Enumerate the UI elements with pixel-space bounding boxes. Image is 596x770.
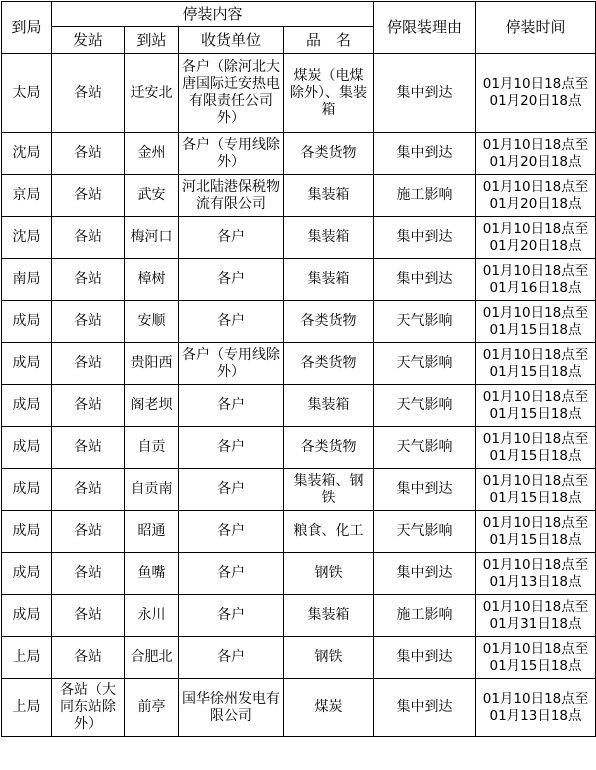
from-station-cell: 各站 <box>52 553 125 595</box>
time-end: 01月31日18点 <box>489 615 582 632</box>
from-station-cell: 各站（大同东站除外） <box>52 679 125 737</box>
from-station-cell: 各站 <box>52 259 125 301</box>
goods-cell: 煤炭（电煤除外）、集装箱 <box>284 54 374 133</box>
reason-cell: 集中到达 <box>374 259 476 301</box>
goods-cell: 集装箱、钢铁 <box>284 469 374 511</box>
table-row <box>2 175 596 217</box>
to-station-cell: 鱼嘴 <box>125 553 179 595</box>
bureau-cell: 成局 <box>2 301 52 343</box>
table-row <box>2 259 596 301</box>
reason-cell: 集中到达 <box>374 637 476 679</box>
table-row <box>2 301 596 343</box>
consignee-cell: 各户 <box>179 553 284 595</box>
consignee-cell: 国华徐州发电有限公司 <box>179 679 284 737</box>
goods-cell: 集装箱 <box>284 595 374 637</box>
goods-cell: 各类货物 <box>284 343 374 385</box>
reason-cell: 集中到达 <box>374 133 476 175</box>
goods-cell: 各类货物 <box>284 427 374 469</box>
time-start: 01月10日18点至 <box>482 430 589 447</box>
consignee-cell: 河北陆港保税物流有限公司 <box>179 175 284 217</box>
time-cell <box>476 133 596 175</box>
reason-cell: 施工影响 <box>374 595 476 637</box>
time-start: 01月10日18点至 <box>482 136 589 153</box>
bureau-cell: 上局 <box>2 679 52 737</box>
bureau-cell: 沈局 <box>2 133 52 175</box>
consignee-cell: 各户 <box>179 595 284 637</box>
bureau-cell: 成局 <box>2 511 52 553</box>
table-row <box>2 553 596 595</box>
goods-cell: 钢铁 <box>284 637 374 679</box>
bureau-cell: 沈局 <box>2 217 52 259</box>
to-station-cell: 贵阳西 <box>125 343 179 385</box>
goods-cell: 集装箱 <box>284 175 374 217</box>
time-start: 01月10日18点至 <box>482 514 589 531</box>
to-station-cell: 金州 <box>125 133 179 175</box>
to-station-cell: 合肥北 <box>125 637 179 679</box>
reason-cell: 天气影响 <box>374 301 476 343</box>
time-end: 01月16日18点 <box>489 279 582 296</box>
bureau-cell: 京局 <box>2 175 52 217</box>
time-start: 01月10日18点至 <box>482 690 589 707</box>
to-station-cell: 樟树 <box>125 259 179 301</box>
table-row <box>2 343 596 385</box>
table-row <box>2 54 596 133</box>
bureau-cell: 成局 <box>2 343 52 385</box>
time-cell <box>476 511 596 553</box>
time-cell <box>476 469 596 511</box>
reason-cell: 集中到达 <box>374 553 476 595</box>
reason-cell: 集中到达 <box>374 217 476 259</box>
time-cell <box>476 679 596 737</box>
goods-cell: 集装箱 <box>284 217 374 259</box>
reason-cell: 天气影响 <box>374 343 476 385</box>
reason-cell: 天气影响 <box>374 427 476 469</box>
to-station-cell: 迁安北 <box>125 54 179 133</box>
time-cell <box>476 259 596 301</box>
header-time: 停装时间 <box>476 2 596 54</box>
goods-cell: 钢铁 <box>284 553 374 595</box>
from-station-cell: 各站 <box>52 301 125 343</box>
reason-cell: 天气影响 <box>374 385 476 427</box>
table-row <box>2 637 596 679</box>
time-cell <box>476 637 596 679</box>
goods-cell: 集装箱 <box>284 259 374 301</box>
from-station-cell: 各站 <box>52 175 125 217</box>
bureau-cell: 成局 <box>2 427 52 469</box>
from-station-cell: 各站 <box>52 133 125 175</box>
time-start: 01月10日18点至 <box>482 304 589 321</box>
table-row <box>2 679 596 737</box>
time-end: 01月15日18点 <box>489 447 582 464</box>
reason-cell: 施工影响 <box>374 175 476 217</box>
consignee-cell: 各户（除河北大唐国际迁安热电有限责任公司外） <box>179 54 284 133</box>
time-start: 01月10日18点至 <box>482 472 589 489</box>
to-station-cell: 梅河口 <box>125 217 179 259</box>
time-end: 01月13日18点 <box>489 707 582 724</box>
table-row <box>2 469 596 511</box>
table-row <box>2 385 596 427</box>
from-station-cell: 各站 <box>52 54 125 133</box>
time-cell <box>476 385 596 427</box>
time-end: 01月15日18点 <box>489 657 582 674</box>
time-cell <box>476 217 596 259</box>
to-station-cell: 武安 <box>125 175 179 217</box>
bureau-cell: 成局 <box>2 553 52 595</box>
consignee-cell: 各户（专用线除外） <box>179 343 284 385</box>
consignee-cell: 各户 <box>179 301 284 343</box>
goods-cell: 粮食、化工 <box>284 511 374 553</box>
header-content: 停装内容 <box>52 2 374 27</box>
to-station-cell: 昭通 <box>125 511 179 553</box>
time-end: 01月20日18点 <box>489 195 582 212</box>
from-station-cell: 各站 <box>52 343 125 385</box>
from-station-cell: 各站 <box>52 217 125 259</box>
from-station-cell: 各站 <box>52 427 125 469</box>
time-end: 01月15日18点 <box>489 405 582 422</box>
time-start: 01月10日18点至 <box>482 346 589 363</box>
time-cell <box>476 343 596 385</box>
from-station-cell: 各站 <box>52 469 125 511</box>
time-cell <box>476 54 596 133</box>
bureau-cell: 成局 <box>2 469 52 511</box>
consignee-cell: 各户 <box>179 511 284 553</box>
consignee-cell: 各户 <box>179 217 284 259</box>
time-start: 01月10日18点至 <box>482 556 589 573</box>
from-station-cell: 各站 <box>52 385 125 427</box>
bureau-cell: 南局 <box>2 259 52 301</box>
to-station-cell: 永川 <box>125 595 179 637</box>
header-reason: 停限装理由 <box>374 2 476 54</box>
bureau-cell: 上局 <box>2 637 52 679</box>
time-end: 01月15日18点 <box>489 489 582 506</box>
from-station-cell: 各站 <box>52 511 125 553</box>
time-start: 01月10日18点至 <box>482 262 589 279</box>
consignee-cell: 各户 <box>179 259 284 301</box>
to-station-cell: 安顺 <box>125 301 179 343</box>
header-to-station: 到站 <box>125 27 179 54</box>
time-start: 01月10日18点至 <box>482 76 589 92</box>
time-end: 01月13日18点 <box>489 573 582 590</box>
consignee-cell: 各户 <box>179 427 284 469</box>
from-station-cell: 各站 <box>52 637 125 679</box>
reason-cell: 集中到达 <box>374 54 476 133</box>
goods-cell: 集装箱 <box>284 385 374 427</box>
from-station-cell: 各站 <box>52 595 125 637</box>
time-cell <box>476 595 596 637</box>
goods-cell: 煤炭 <box>284 679 374 737</box>
table-row <box>2 427 596 469</box>
bureau-cell: 成局 <box>2 595 52 637</box>
time-cell <box>476 553 596 595</box>
time-start: 01月10日18点至 <box>482 220 589 237</box>
reason-cell: 集中到达 <box>374 679 476 737</box>
header-bureau: 到局 <box>2 2 52 54</box>
table-row <box>2 595 596 637</box>
time-end: 01月20日18点 <box>489 153 582 170</box>
bureau-cell: 成局 <box>2 385 52 427</box>
header-consignee: 收货单位 <box>179 27 284 54</box>
to-station-cell: 阁老坝 <box>125 385 179 427</box>
time-end: 01月15日18点 <box>489 321 582 338</box>
time-cell <box>476 301 596 343</box>
header-row-1 <box>2 2 596 27</box>
suspension-table <box>1 1 596 737</box>
time-cell <box>476 175 596 217</box>
time-start: 01月10日18点至 <box>482 388 589 405</box>
table-row <box>2 217 596 259</box>
table-row <box>2 133 596 175</box>
to-station-cell: 自贡 <box>125 427 179 469</box>
to-station-cell: 自贡南 <box>125 469 179 511</box>
time-end: 01月20日18点 <box>489 93 582 109</box>
time-end: 01月15日18点 <box>489 363 582 380</box>
consignee-cell: 各户 <box>179 637 284 679</box>
goods-cell: 各类货物 <box>284 133 374 175</box>
to-station-cell: 前亭 <box>125 679 179 737</box>
time-start: 01月10日18点至 <box>482 640 589 657</box>
header-goods: 品 名 <box>284 27 374 54</box>
time-end: 01月15日18点 <box>489 531 582 548</box>
time-start: 01月10日18点至 <box>482 598 589 615</box>
header-from-station: 发站 <box>52 27 125 54</box>
bureau-cell: 太局 <box>2 54 52 133</box>
consignee-cell: 各户 <box>179 469 284 511</box>
time-start: 01月10日18点至 <box>482 178 589 195</box>
time-cell <box>476 427 596 469</box>
consignee-cell: 各户 <box>179 385 284 427</box>
time-end: 01月20日18点 <box>489 237 582 254</box>
goods-cell: 各类货物 <box>284 301 374 343</box>
reason-cell: 天气影响 <box>374 511 476 553</box>
reason-cell: 集中到达 <box>374 469 476 511</box>
consignee-cell: 各户（专用线除外） <box>179 133 284 175</box>
table-row <box>2 511 596 553</box>
